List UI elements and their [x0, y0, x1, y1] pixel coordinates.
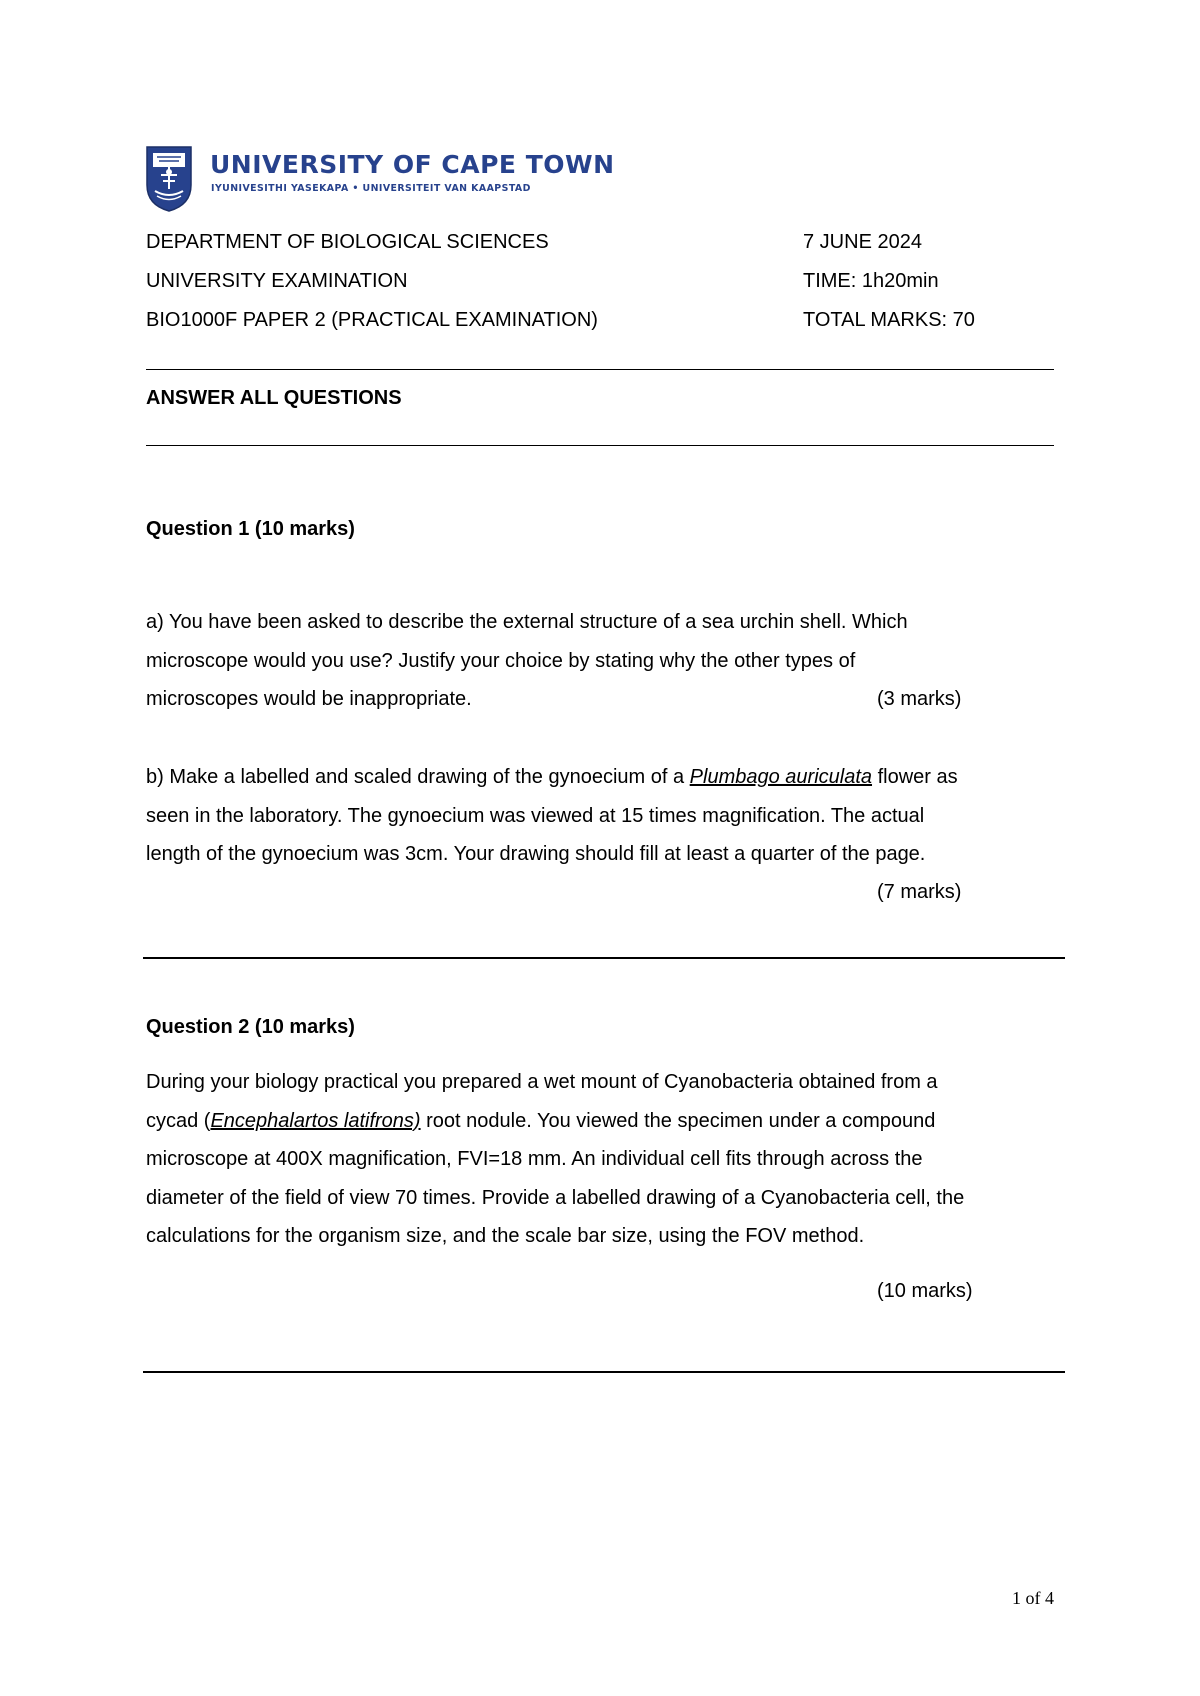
question-1b-marks: (7 marks) — [877, 881, 962, 903]
question-text-line: microscope would you use? Justify your choice by stating why the other types of — [146, 649, 856, 672]
page-number: 1 of 4 — [1012, 1588, 1054, 1608]
question-text-line — [146, 1102, 964, 1141]
question-text-line: microscope at 400X magnification, FVI=18 mm. An individual cell fits through across the — [146, 1148, 923, 1170]
species-name: Encephalartos latifrons) — [210, 1109, 421, 1132]
question-text-line: microscopes would be inappropriate. — [146, 688, 472, 710]
question-text-line: length of the gynoecium was 3cm. Your drawing should fill at least a quarter of the page. — [146, 843, 926, 865]
text-segment: cycad ( — [146, 1109, 211, 1132]
exam-date: 7 JUNE 2024 — [803, 231, 922, 253]
question-text-line: diameter of the field of view 70 times. Provide a labelled drawing of a Cyanobacteria cell, the — [146, 1186, 965, 1209]
exam-time: TIME: 1h20min — [803, 270, 939, 292]
question-1a-text — [146, 603, 908, 719]
question-text-line — [146, 758, 958, 797]
question-2-marks: (10 marks) — [877, 1280, 973, 1302]
question-text-line: seen in the laboratory. The gynoecium was viewed at 15 times magnification. The actual — [146, 804, 925, 827]
question-text-line: a) You have been asked to describe the external structure of a sea urchin shell. Which — [146, 611, 908, 633]
question-text-line: calculations for the organism size, and the scale bar size, using the FOV method. — [146, 1225, 865, 1247]
instruction: ANSWER ALL QUESTIONS — [146, 387, 402, 409]
question-2-text — [146, 1063, 964, 1256]
text-segment: b) Make a labelled and scaled drawing of the gynoecium of a — [146, 766, 690, 788]
logo-title: UNIVERSITY OF CAPE TOWN — [210, 150, 615, 179]
question-1-title: Question 1 (10 marks) — [146, 518, 355, 540]
university-crest-icon — [145, 145, 193, 213]
total-marks: TOTAL MARKS: 70 — [803, 309, 975, 331]
university-logo — [145, 145, 615, 213]
text-segment: root nodule. You viewed the specimen under a compound — [420, 1109, 936, 1132]
divider — [146, 445, 1054, 446]
question-1a-marks: (3 marks) — [877, 688, 962, 710]
question-1b-text — [146, 758, 958, 874]
question-2-title: Question 2 (10 marks) — [146, 1016, 355, 1038]
section-divider — [143, 957, 1065, 959]
divider — [146, 369, 1054, 370]
department-name: DEPARTMENT OF BIOLOGICAL SCIENCES — [146, 231, 549, 253]
paper-title: BIO1000F PAPER 2 (PRACTICAL EXAMINATION) — [146, 309, 598, 331]
section-divider — [143, 1371, 1065, 1373]
exam-type: UNIVERSITY EXAMINATION — [146, 270, 408, 292]
logo-subtitle: IYUNIVESITHI YASEKAPA • UNIVERSITEIT VAN KAAPSTAD — [211, 183, 531, 194]
question-text-line: During your biology practical you prepared a wet mount of Cyanobacteria obtained from a — [146, 1071, 938, 1093]
text-segment: flower as — [872, 766, 958, 788]
species-name: Plumbago auriculata — [689, 766, 873, 788]
